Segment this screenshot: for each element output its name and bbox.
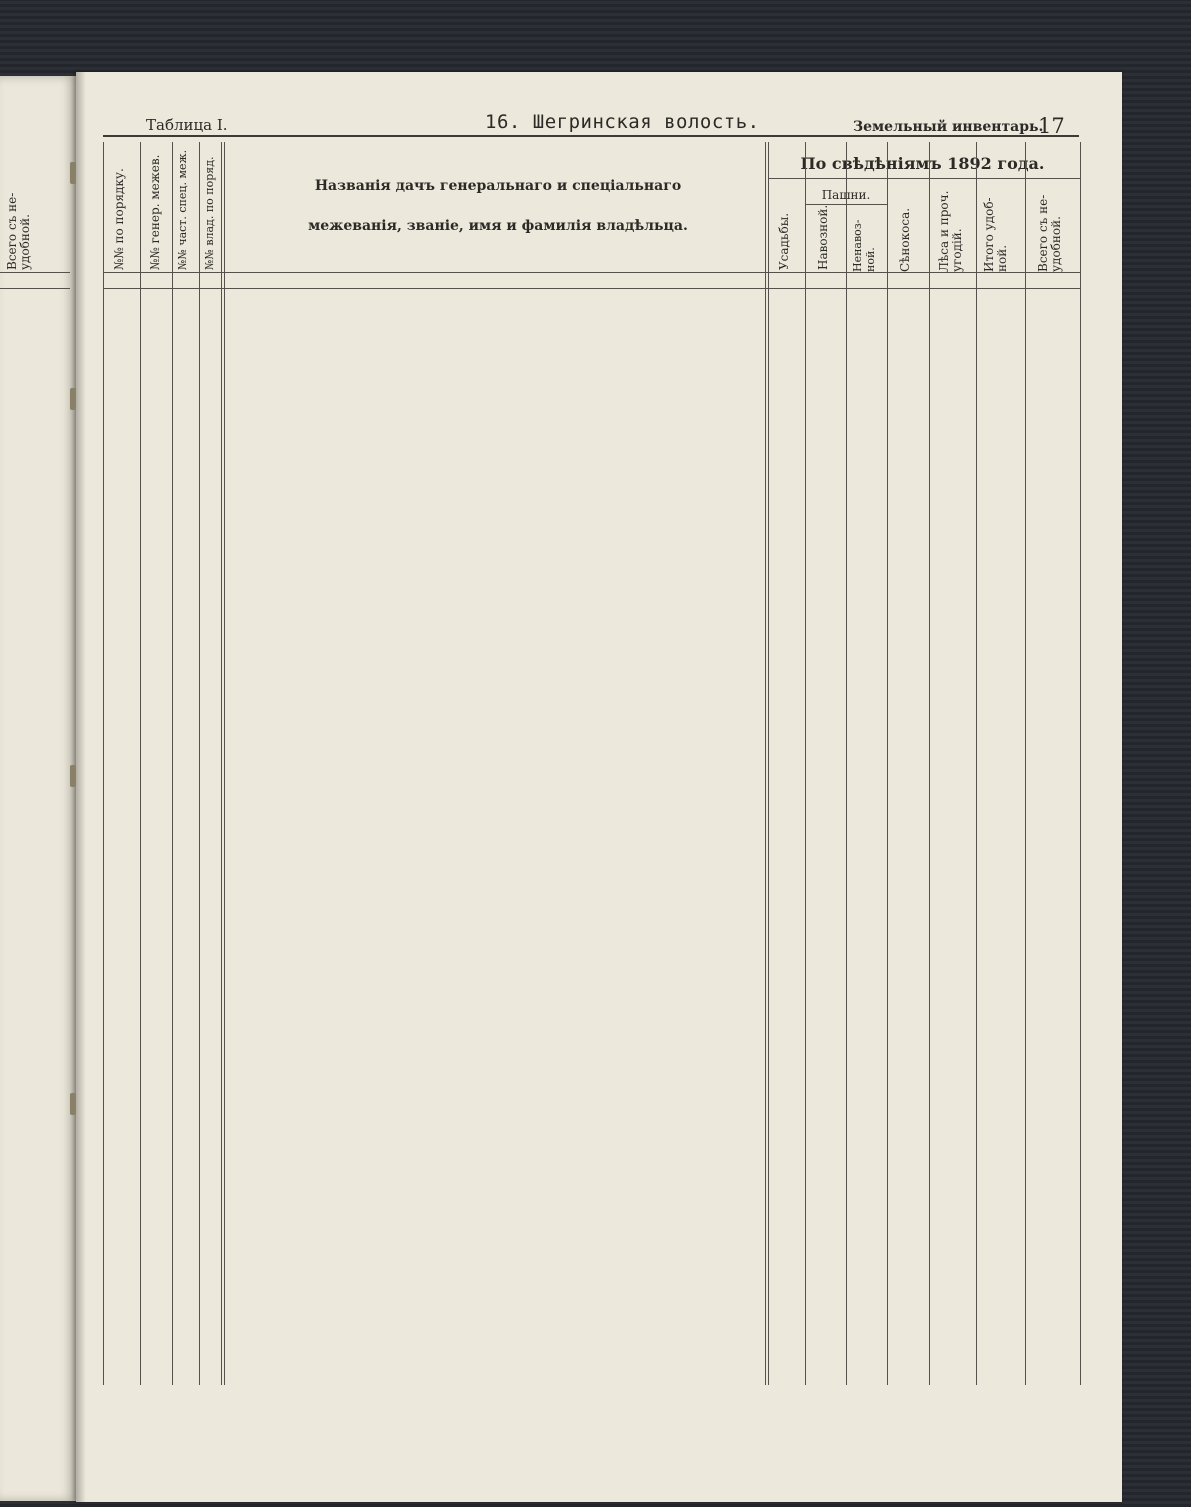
left-header-rule: [0, 272, 70, 273]
col-header-6: Усадьбы.: [777, 212, 791, 270]
left-page-edge: [0, 76, 76, 1501]
table-column-line: [765, 142, 766, 1385]
col-header-1: №№ по порядку.: [112, 168, 126, 270]
col-header-9: Сѣнокоса.: [898, 207, 912, 272]
table-column-line: [103, 142, 104, 1385]
page-title: 16. Шегринская волость.: [485, 111, 760, 133]
table-column-line: [846, 142, 847, 1385]
table-column-line: [1080, 142, 1081, 1385]
binding-tab: [70, 1093, 76, 1115]
header-rule: [768, 178, 1080, 179]
table-column-line: [1025, 142, 1026, 1385]
col-header-11: Итого удоб-ной.: [982, 197, 1009, 272]
left-header-rule: [0, 288, 70, 289]
table-column-line: [221, 142, 222, 1385]
table-column-line: [887, 142, 888, 1385]
table-column-line: [224, 142, 225, 1385]
table-column-line: [976, 142, 977, 1385]
table-column-line: [140, 142, 141, 1385]
col-header-8: Ненавоз-ной.: [851, 219, 877, 272]
table-column-line: [929, 142, 930, 1385]
header-rule: [103, 288, 1080, 289]
section-label: Земельный инвентарь.: [853, 119, 1044, 135]
col-header-7: Навозной.: [816, 204, 830, 270]
header-rule: [103, 272, 1080, 273]
col-header-22: Всего съ не-удобной.: [1036, 194, 1063, 272]
col-header-3: №№ част. спец. меж.: [176, 149, 189, 270]
document-page: [76, 72, 1122, 1502]
header-rule: [805, 204, 887, 205]
col-header-10: Лѣса и проч. угодій.: [937, 190, 964, 272]
names-header-line1: Названія дачъ генеральнаго и спеціальнаго: [314, 178, 682, 194]
binding-tab: [70, 765, 76, 787]
pashni-header: Пашни.: [821, 188, 871, 202]
col-header-2: №№ генер. межев.: [148, 154, 162, 270]
col-header-4: №№ влад. по поряд.: [203, 156, 216, 270]
binding-tab: [70, 162, 76, 184]
names-header-line2: межеванія, званіе, имя и фамилія владѣльца.: [308, 218, 688, 234]
page-gutter-shadow: [76, 72, 86, 1502]
left-col-header: Всего съ не-удобной.: [5, 192, 32, 270]
header-rule: [103, 135, 1079, 137]
table-label: Таблица I.: [146, 116, 228, 134]
table-column-line: [172, 142, 173, 1385]
table-column-line: [805, 142, 806, 1385]
table-column-line: [199, 142, 200, 1385]
table-column-line: [768, 142, 769, 1385]
info-1892-header: По свѣдѣніямъ 1892 года.: [800, 154, 1045, 173]
binding-tab: [70, 388, 76, 410]
page-number: 17: [1038, 114, 1065, 138]
